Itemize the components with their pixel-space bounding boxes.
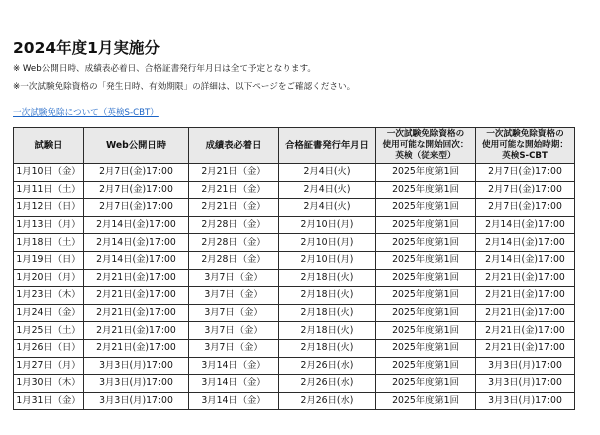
table-cell: 2月21日(金)17:00 [84, 322, 189, 340]
table-cell: 1月30日（木） [14, 375, 84, 393]
table-cell: 1月20日（月） [14, 269, 84, 287]
table-cell: 2月21日(金)17:00 [84, 339, 189, 357]
table-row [14, 181, 575, 199]
column-header [84, 128, 189, 164]
table-cell: 2月21日(金)17:00 [84, 304, 189, 322]
column-header-line: 使用可能な開始回次： [382, 140, 469, 150]
table-cell: 2月4日(火) [279, 181, 376, 199]
table-cell: 2月7日(金)17:00 [476, 199, 575, 217]
table-cell: 3月3日(月)17:00 [84, 357, 189, 375]
table-cell: 2月21日（金） [189, 164, 279, 182]
table-cell: 2月14日(金)17:00 [476, 234, 575, 252]
table-cell: 2月21日(金)17:00 [476, 269, 575, 287]
table-cell: 2025年度第1回 [376, 199, 476, 217]
table-cell: 3月14日（金） [189, 357, 279, 375]
column-header-line: Web公開日時 [105, 140, 167, 151]
table-cell: 2月21日(金)17:00 [84, 287, 189, 305]
table-row [14, 357, 575, 375]
table-cell: 1月10日（金） [14, 164, 84, 182]
column-header-line: 英検（従来型） [395, 151, 456, 161]
table-cell: 2025年度第1回 [376, 304, 476, 322]
table-cell: 2月14日(金)17:00 [84, 234, 189, 252]
table-cell: 2月21日(金)17:00 [476, 322, 575, 340]
table-row [14, 216, 575, 234]
table-cell: 2025年度第1回 [376, 269, 476, 287]
table-cell: 2月7日(金)17:00 [476, 181, 575, 199]
column-header-line: 英検S-CBT [502, 151, 548, 161]
table-cell: 2月14日(金)17:00 [84, 216, 189, 234]
table-row [14, 164, 575, 182]
table-cell: 2025年度第1回 [376, 251, 476, 269]
table-row [14, 269, 575, 287]
table-row [14, 251, 575, 269]
table-cell: 2月18日(火) [279, 322, 376, 340]
table-cell: 3月7日（金） [189, 304, 279, 322]
table-cell: 2月26日(水) [279, 357, 376, 375]
table-cell: 2025年度第1回 [376, 216, 476, 234]
table-row [14, 339, 575, 357]
table-row [14, 375, 575, 393]
table-cell: 2月21日(金)17:00 [476, 339, 575, 357]
table-row [14, 322, 575, 340]
table-cell: 2025年度第1回 [376, 322, 476, 340]
table-cell: 1月19日（日） [14, 251, 84, 269]
table-row [14, 199, 575, 217]
table-cell: 2月10日(月) [279, 251, 376, 269]
table-cell: 2月10日(月) [279, 216, 376, 234]
column-header-line: 一次試験免除資格の [386, 129, 465, 139]
table-cell: 3月14日（金） [189, 392, 279, 410]
column-header-line: 合格証書発行年月日 [285, 140, 369, 151]
table-cell: 2月18日(火) [279, 304, 376, 322]
table-cell: 2025年度第1回 [376, 357, 476, 375]
table-cell: 1月18日（土） [14, 234, 84, 252]
table-cell: 2025年度第1回 [376, 181, 476, 199]
table-cell: 3月3日(月)17:00 [476, 357, 575, 375]
table-cell: 1月23日（木） [14, 287, 84, 305]
table-cell: 2月18日(火) [279, 339, 376, 357]
table-cell: 1月31日（金） [14, 392, 84, 410]
table-cell: 3月3日(月)17:00 [84, 392, 189, 410]
table-body [14, 164, 575, 410]
table-cell: 2月21日(金)17:00 [476, 304, 575, 322]
table-cell: 1月27日（月） [14, 357, 84, 375]
table-cell: 2月28日（金） [189, 234, 279, 252]
column-header-line: 一次試験免除資格の [486, 129, 564, 139]
column-header-line: 試験日 [34, 140, 63, 151]
table-cell: 2月26日(水) [279, 375, 376, 393]
table-cell: 2月7日(金)17:00 [84, 199, 189, 217]
column-header [376, 128, 476, 164]
table-cell: 2月10日(月) [279, 234, 376, 252]
table-cell: 2月21日（金） [189, 181, 279, 199]
table-cell: 3月7日（金） [189, 322, 279, 340]
table-cell: 2月21日(金)17:00 [476, 287, 575, 305]
table-cell: 1月24日（金） [14, 304, 84, 322]
table-cell: 2025年度第1回 [376, 339, 476, 357]
table-cell: 3月7日（金） [189, 287, 279, 305]
table-cell: 2月28日（金） [189, 216, 279, 234]
table-cell: 2025年度第1回 [376, 164, 476, 182]
table-cell: 2月21日（金） [189, 199, 279, 217]
column-header [279, 128, 376, 164]
table-cell: 1月26日（日） [14, 339, 84, 357]
table-cell: 1月12日（日） [14, 199, 84, 217]
table-cell: 2025年度第1回 [376, 375, 476, 393]
table-row [14, 287, 575, 305]
table-cell: 3月3日(月)17:00 [84, 375, 189, 393]
table-cell: 1月25日（土） [14, 322, 84, 340]
column-header [476, 128, 575, 164]
table-header-row [14, 128, 575, 164]
table-cell: 3月3日(月)17:00 [476, 392, 575, 410]
table-row [14, 392, 575, 410]
table-cell: 3月7日（金） [189, 339, 279, 357]
table-row [14, 304, 575, 322]
table-cell: 2月21日(金)17:00 [84, 269, 189, 287]
table-cell: 1月13日（月） [14, 216, 84, 234]
table-cell: 2025年度第1回 [376, 287, 476, 305]
table-cell: 2月14日(金)17:00 [84, 251, 189, 269]
table-cell: 2月18日(火) [279, 287, 376, 305]
table-row [14, 234, 575, 252]
table-cell: 2025年度第1回 [376, 234, 476, 252]
table-cell: 2月4日(火) [279, 164, 376, 182]
table-cell: 2月7日(金)17:00 [476, 164, 575, 182]
column-header-line: 使用可能な開始時期： [482, 140, 568, 150]
table-cell: 2月7日(金)17:00 [84, 164, 189, 182]
table-cell: 1月11日（土） [14, 181, 84, 199]
table-cell: 2月14日(金)17:00 [476, 216, 575, 234]
table-cell: 2月4日(火) [279, 199, 376, 217]
page [13, 38, 588, 410]
column-header [189, 128, 279, 164]
note-exemption: ※一次試験免除資格の「発生日時、有効期限」の詳細は、以下ページをご確認ください。 [13, 82, 356, 92]
table-cell: 2月7日(金)17:00 [84, 181, 189, 199]
table-cell: 2月18日(火) [279, 269, 376, 287]
table-cell: 2025年度第1回 [376, 392, 476, 410]
table-cell: 3月3日(月)17:00 [476, 375, 575, 393]
table-cell: 3月7日（金） [189, 269, 279, 287]
page-title: 2024年度1月実施分 [13, 39, 160, 57]
table-cell: 2月14日(金)17:00 [476, 251, 575, 269]
table-cell: 2月28日（金） [189, 251, 279, 269]
table-cell: 3月14日（金） [189, 375, 279, 393]
column-header [14, 128, 84, 164]
column-header-line: 成績表必着日 [205, 140, 262, 151]
note-schedule: ※ Web公開日時、成績表必着日、合格証書発行年月日は全て予定となります。 [13, 64, 316, 74]
table-cell: 2月26日(水) [279, 392, 376, 410]
schedule-table [13, 127, 575, 410]
exemption-link[interactable]: 一次試験免除について（英検S-CBT） [13, 108, 159, 118]
